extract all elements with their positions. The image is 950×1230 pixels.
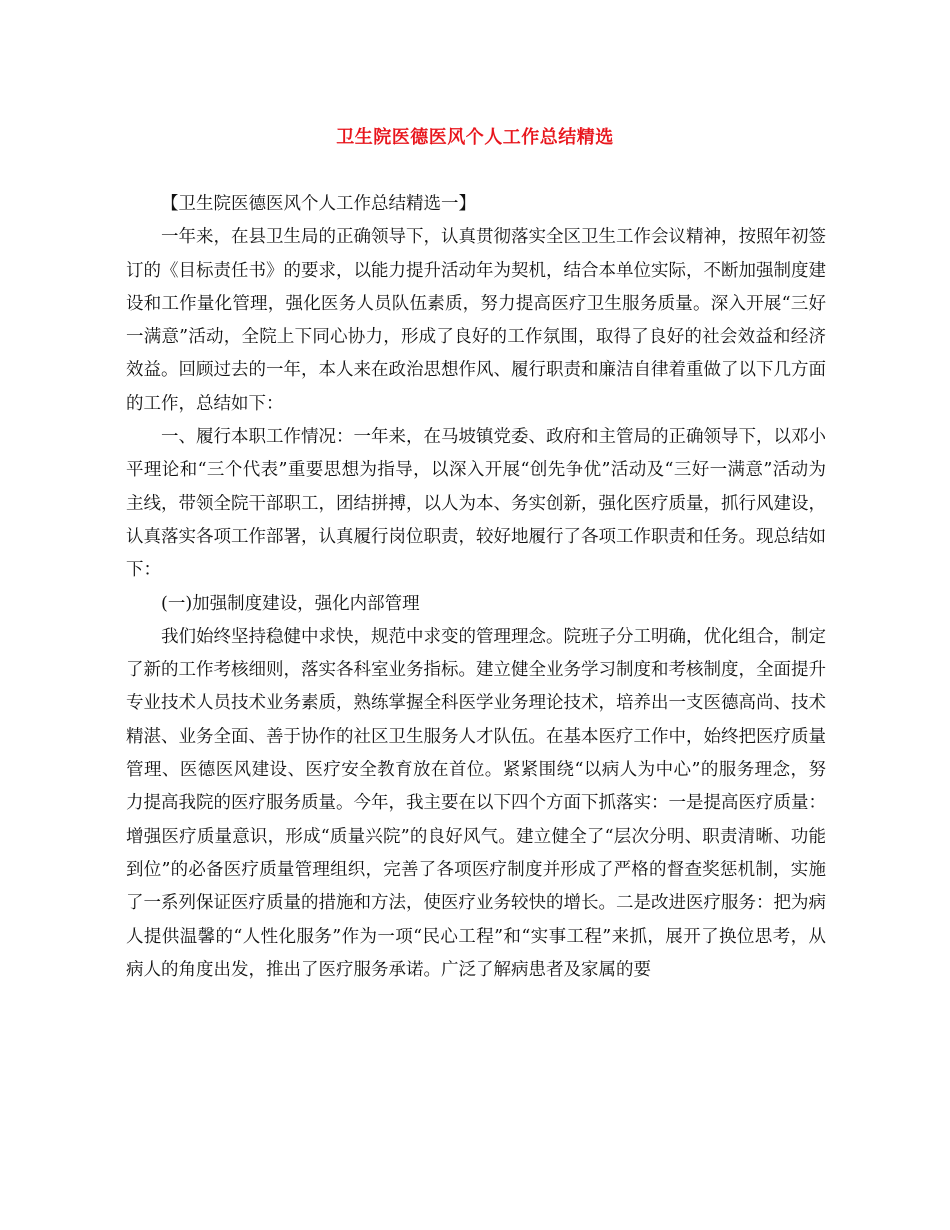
- document-body: [126, 188, 826, 987]
- paragraph-management: 我们始终坚持稳健中求快，规范中求变的管理理念。院班子分工明确，优化组合，制定了新的工作考核细则，落实各科室业务指标。建立健全业务学习制度和考核制度，全面提升专业技术人员技术业务素质，熟练掌握全科医学业务理论技术，培养出一支医德高尚、技术精湛、业务全面、善于协作的社区卫生服务人才队伍。在基本医疗工作中，始终把医疗质量管理、医德医风建设、医疗安全教育放在首位。紧紧围绕“以病人为中心”的服务理念，努力提高我院的医疗服务质量。今年，我主要在以下四个方面下抓落实：一是提高医疗质量：增强医疗质量意识，形成“质量兴院”的良好风气。建立健全了“层次分明、职责清晰、功能到位”的必备医疗质量管理组织，完善了各项医疗制度并形成了严格的督查奖惩机制，实施了一系列保证医疗质量的措施和方法，使医疗业务较快的增长。二是改进医疗服务：把为病人提供温馨的“人性化服务”作为一项“民心工程”和“实事工程”来抓，展开了换位思考，从病人的角度出发，推出了医疗服务承诺。广泛了解病患者及家属的要: [126, 626, 826, 980]
- document-title: 卫生院医德医风个人工作总结精选: [336, 127, 614, 148]
- subsection-heading: (一)加强制度建设，强化内部管理: [161, 593, 420, 614]
- paragraph-intro: 一年来，在县卫生局的正确领导下，认真贯彻落实全区卫生工作会议精神，按照年初签订的《目标责任书》的要求，以能力提升活动年为契机，结合本单位实际，不断加强制度建设和工作量化管理，强化医务人员队伍素质，努力提高医疗卫生服务质量。深入开展“三好一满意”活动，全院上下同心协力，形成了良好的工作氛围，取得了良好的社会效益和经济效益。回顾过去的一年，本人来在政治思想作风、履行职责和廉洁自律着重做了以下几方面的工作，总结如下：: [126, 227, 826, 414]
- paragraph-duty-overview: 一、履行本职工作情况：一年来，在马坡镇党委、政府和主管局的正确领导下，以邓小平理论和“三个代表”重要思想为指导，以深入开展“创先争优”活动及“三好一满意”活动为主线，带领全院干部职工，团结拼搏，以人为本、务实创新，强化医疗质量，抓行风建设，认真落实各项工作部署，认真履行岗位职责，较好地履行了各项工作职责和任务。现总结如下：: [126, 427, 826, 581]
- section-heading: 【卫生院医德医风个人工作总结精选一】: [161, 194, 476, 214]
